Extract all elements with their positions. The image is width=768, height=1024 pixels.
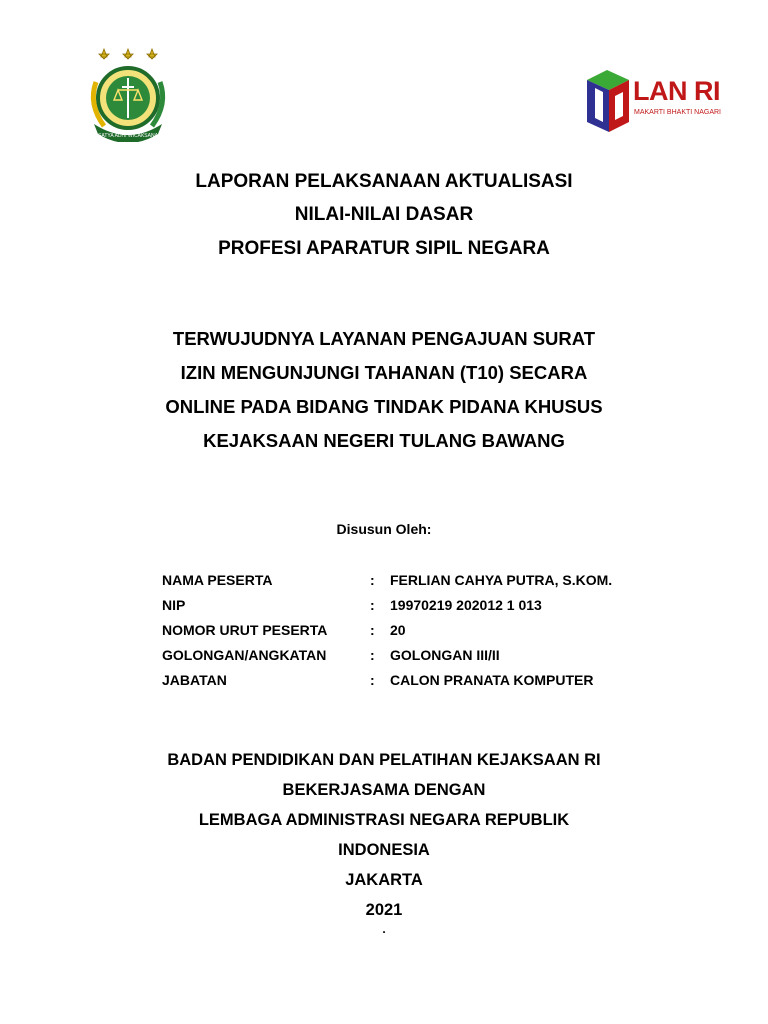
- subtitle-line-3: ONLINE PADA BIDANG TINDAK PIDANA KHUSUS: [165, 396, 603, 417]
- participant-separator: :: [370, 597, 375, 613]
- subtitle-line-2: IZIN MENGUNJUNGI TAHANAN (T10) SECARA: [180, 362, 588, 383]
- title-line-2: NILAI-NILAI DASAR: [294, 204, 474, 225]
- title-line-1: LAPORAN PELAKSANAAN AKTUALISASI: [195, 171, 573, 192]
- institution-line-1: BADAN PENDIDIKAN DAN PELATIHAN KEJAKSAAN RI: [167, 751, 601, 769]
- participant-label: NAMA PESERTA: [162, 572, 273, 588]
- participant-label: GOLONGAN/ANGKATAN: [162, 647, 327, 663]
- participant-separator: :: [370, 622, 375, 638]
- institution-line-3: LEMBAGA ADMINISTRASI NEGARA REPUBLIK: [198, 811, 570, 829]
- participant-value: 20: [390, 622, 406, 638]
- institution-line-4: INDONESIA: [338, 841, 430, 859]
- subtitle-line-1: TERWUJUDNYA LAYANAN PENGAJUAN SURAT: [172, 328, 596, 349]
- participant-separator: :: [370, 672, 375, 688]
- institution-line-2: BEKERJASAMA DENGAN: [282, 781, 486, 799]
- lan-ri-logo-text: LAN RI: [633, 76, 720, 106]
- participant-label: NIP: [162, 597, 186, 613]
- participant-row-rank: [162, 647, 662, 667]
- participant-value: CALON PRANATA KOMPUTER: [390, 672, 594, 688]
- lan-ri-motto: MAKARTI BHAKTI NAGARI: [634, 109, 721, 116]
- title-line-3: PROFESI APARATUR SIPIL NEGARA: [218, 238, 550, 259]
- participant-label: NOMOR URUT PESERTA: [162, 622, 328, 638]
- participant-row-nip: [162, 597, 662, 617]
- participant-separator: :: [370, 572, 375, 588]
- trailing-mark: .: [382, 922, 386, 936]
- prepared-by-label: Disusun Oleh:: [336, 521, 432, 537]
- participant-value: FERLIAN CAHYA PUTRA, S.KOM.: [390, 572, 613, 588]
- participant-row-number: [162, 622, 662, 642]
- participant-value: GOLONGAN III/II: [390, 647, 500, 663]
- participant-row-position: [162, 672, 662, 692]
- kejaksaan-emblem-logo: [74, 42, 182, 142]
- city-line: JAKARTA: [345, 871, 423, 889]
- lan-ri-logo: [583, 66, 725, 136]
- year-line: 2021: [365, 901, 403, 919]
- participant-label: JABATAN: [162, 672, 227, 688]
- participant-value: 19970219 202012 1 013: [390, 597, 542, 613]
- subtitle-line-4: KEJAKSAAN NEGERI TULANG BAWANG: [203, 430, 565, 451]
- participant-separator: :: [370, 647, 375, 663]
- participant-row-name: [162, 572, 662, 592]
- svg-text:SATYA ADHI WICAKSANA: SATYA ADHI WICAKSANA: [98, 133, 158, 139]
